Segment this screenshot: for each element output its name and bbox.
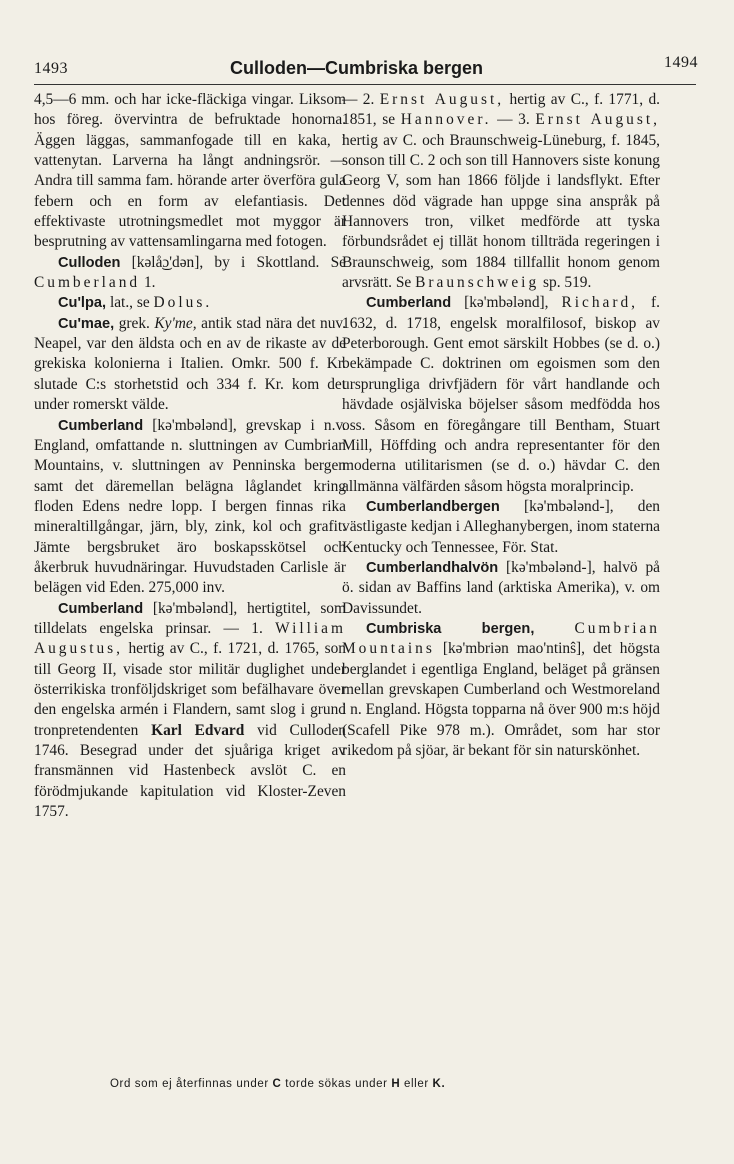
entry-text: hertig av C., f. 1771, d. 1851, se: [342, 91, 660, 129]
entry-text: [kə'mbələnd-], halvö på ö. sidan av Baffins land (arktiska Amerika), v. om Davissundet.: [342, 558, 660, 617]
entry-cumae: [34, 314, 346, 416]
entry-text: [kəlå͜ɔ'dən], by i Skottland. Se: [131, 253, 346, 271]
headword: Cumberland: [366, 295, 452, 312]
entry-text: lat., se: [109, 294, 150, 312]
cross-reference: Dolus.: [153, 294, 213, 312]
entry-text: sp. 519.: [543, 274, 592, 292]
page-header: [34, 54, 698, 84]
entry-cumberland-title: [34, 599, 346, 823]
entry-cumberland-richard: [342, 293, 660, 496]
entry-text: antik stad nära det nuv. Neapel, var den äldsta och en av de rikaste av de grekiska kolonierna i Italien. Omkr. 500 f. Kr. slutade C:s storhetstid och 334 f. Kr. kom det under romerskt välde.: [34, 314, 346, 414]
headword: Cumberland: [58, 600, 144, 617]
footer-letter: H: [391, 1078, 401, 1090]
headword: Culloden: [58, 254, 121, 271]
headword: Cu'mae,: [58, 315, 115, 332]
entry-culloden: [34, 253, 346, 294]
bold-name: Karl Edvard: [151, 721, 245, 739]
page-footer-note: [110, 1078, 445, 1090]
english-name: Cumbrian Mountains: [342, 619, 660, 658]
left-column: [34, 90, 346, 822]
continued-entry: [342, 90, 660, 293]
headword: Cumberlandbergen: [366, 498, 500, 515]
entry-text: — 2.: [342, 91, 375, 108]
entry-text: 1.: [143, 274, 156, 292]
footer-text: eller: [404, 1078, 429, 1090]
footer-letter: C: [272, 1078, 282, 1090]
entry-text: vid Culloden 1746. Besegrad under det sjuåriga kriget av fransmännen vid Hastenbeck avslöt C. en förödmjukande kapitulation vid Kloster-Zeven 1757.: [34, 721, 346, 821]
footer-text: torde sökas under: [285, 1078, 388, 1090]
cross-reference: Hannover.: [400, 111, 492, 129]
entry-text: [kə'mbriən mao'ntinŝ], det högsta berglandet i egentliga England, beläget på gränsen mellan grevskapen Cumberland och Westmoreland i n. England. Högsta topparna nå över 900 m:s höjd (Scafell Pike 978 m.). Området, som har stor rikedom på sjöar, är bekant för sin naturskönhet.: [342, 640, 660, 759]
headword: Cumberlandhalvön: [366, 559, 499, 576]
entry-text: [kə'mbələnd], grevskap i n.v. England, omfattande n. sluttningen av Cumbrian Mountains, v. sluttningen av Penninska bergen samt det däremellan belägna låglandet kring floden Edens nedre lopp. I bergen finnas rika mineraltillgångar, järn, bly, zink, kol och grafit. Jämte bergsbruket äro boskapsskötsel och åkerbruk huvudnäringar. Huvudstaden Carlisle är belägen vid Eden. 275,000 inv.: [34, 416, 346, 597]
entry-cumberlandbergen: [342, 497, 660, 558]
header-rule: [34, 84, 696, 85]
entry-text: hertig av C. och Braunschweig-Lüneburg, f. 1845, sonson till C. 2 och son till Hannovers siste konung Georg V, som han 1866 följde i landsflykt. Efter dennes död vägrade han uppge sina anspråk på Hannovers tron, vilket medförde att tyska förbundsrådet ej tillät honom tillträda regeringen i Braunschweig, som 1884 tillfallit honom genom arvsrätt. Se: [342, 131, 660, 292]
entry-text: [kə'mbələnd-], den västligaste kedjan i Alleghanybergen, inom staterna Kentucky och Tennessee, För. Stat.: [342, 497, 660, 556]
person-name: William Augustus,: [34, 619, 346, 658]
entry-text: hertig av C., f. 1721, d. 1765, son till Georg II, visade stor militär duglighet under österrikiska tronföljdskriget som befälhavare över den engelska armén i Flandern, samt slog i grund tronpretendenten: [34, 640, 346, 739]
entry-text: [kə'mbələnd], hertigtitel, som tilldelats engelska prinsar. — 1.: [34, 599, 346, 637]
entry-text: grek.: [118, 314, 150, 332]
entry-culpa: [34, 293, 346, 313]
page-number-right: 1494: [664, 54, 698, 71]
person-name: Richard,: [561, 294, 639, 312]
entry-text: [kə'mbələnd],: [464, 294, 549, 312]
entry-text: f. 1632, d. 1718, engelsk moralfilosof, biskop av Peterborough. Gent emot särskilt Hobbes (se d. o.) bekämpade C. doktrinen om egoismen som den ursprungliga drivfjädern för vårt handlande och hävdade osjälviska böjelser såsom medfödda hos oss. Såsom en föregångare till Bentham, Stuart Mill, Höffding och andra representanter för den moderna utilitarismen (se d. o.) hävdar C. den allmänna välfärden såsom högsta moralprincip.: [342, 294, 660, 495]
greek-name: Ky'me,: [154, 314, 197, 332]
continued-entry: 4,5—6 mm. och har icke-fläckiga vingar. Liksom hos föreg. övervintra de befruktade honorna. Äggen läggas, sammanfogade till en kaka, i vattenytan. Larverna ha långt andningsrör. — Andra till samma fam. hörande arter överföra gula febern och en form av elefantiasis. Det effektivaste utrotningsmedlet mot myggor är besprutning av vattensamlingarna med fotogen.: [34, 91, 346, 251]
footer-letter: K.: [432, 1078, 446, 1090]
person-name: Ernst August,: [535, 111, 660, 129]
page-number-left: 1493: [34, 60, 68, 77]
cross-reference: Cumberland: [34, 274, 141, 292]
entry-cumberland-county: [34, 416, 346, 599]
cross-reference: Braunschweig: [415, 274, 540, 292]
person-name: Ernst August,: [379, 91, 505, 108]
entry-cumbriska-bergen: [342, 619, 660, 761]
footer-text: Ord som ej återfinnas under: [110, 1078, 269, 1090]
entry-cumberlandhalvon: [342, 558, 660, 619]
headword: Cumberland: [58, 417, 144, 434]
headword: Cumbriska bergen,: [366, 620, 535, 637]
headword: Cu'lpa,: [58, 295, 107, 312]
running-title: Culloden—Cumbriska bergen: [230, 58, 484, 78]
entry-text: — 3.: [497, 111, 530, 129]
right-column: [342, 90, 660, 761]
